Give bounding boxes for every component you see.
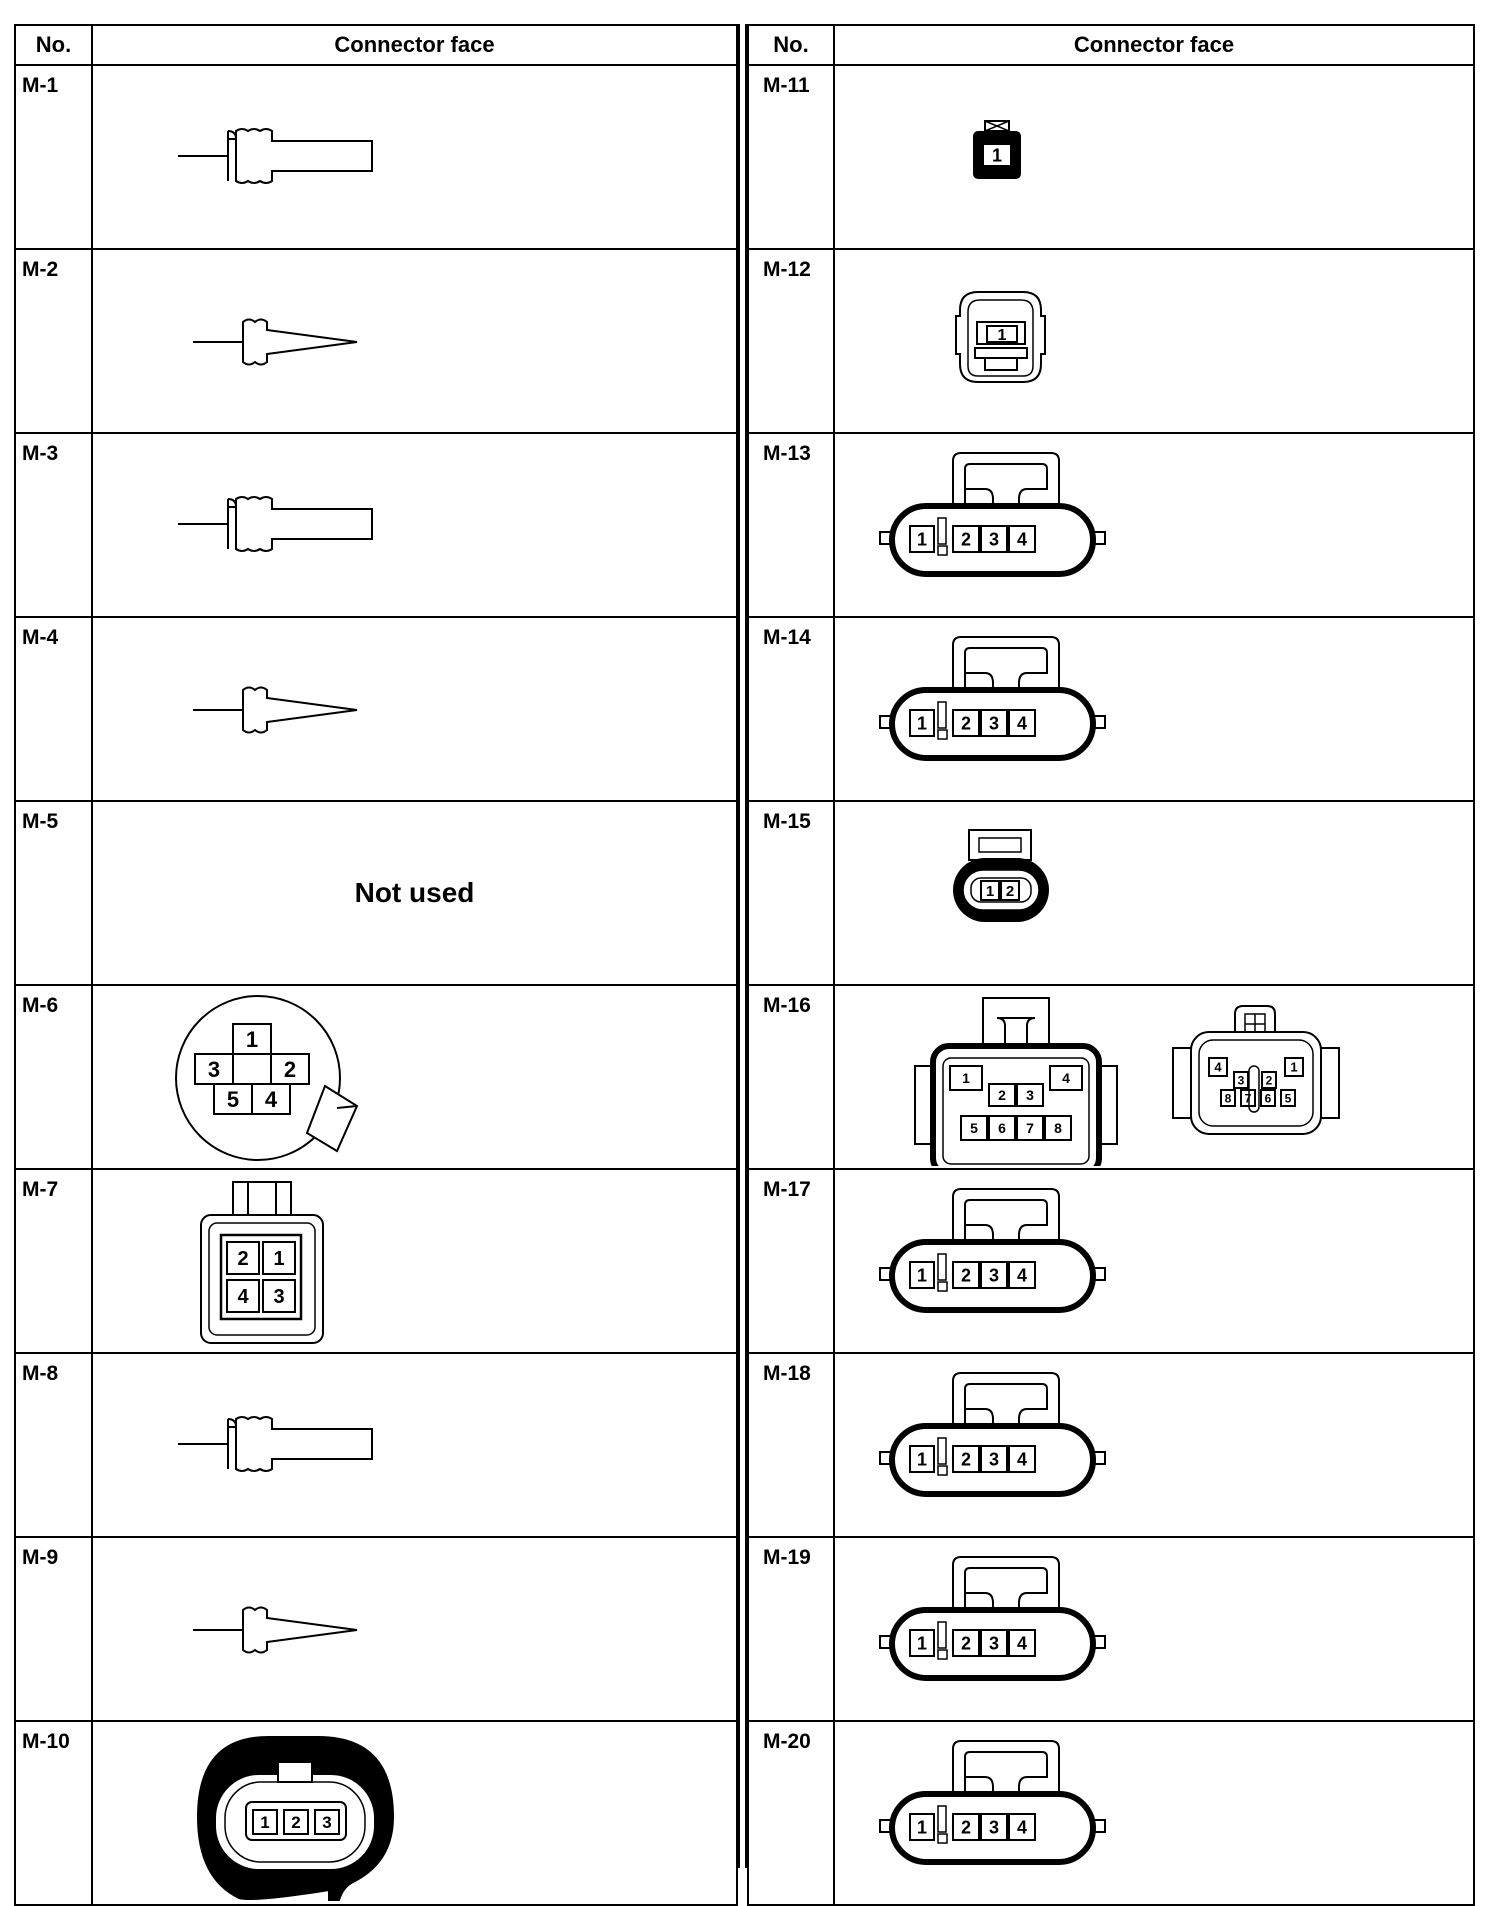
oval-3-pin-connector-diagram: [93, 1722, 743, 1902]
connector-row: [15, 1169, 737, 1353]
pin-a-5: [961, 1116, 987, 1140]
pin-4: [252, 1084, 290, 1114]
pin-1: [233, 1024, 271, 1054]
pin-a-8: [1045, 1116, 1071, 1140]
not-used-label: Not used: [354, 877, 475, 908]
connector-face-cell: [92, 433, 737, 617]
svg-text:2: 2: [283, 1056, 297, 1082]
pin-3: [981, 1446, 1007, 1472]
connector-face-cell: [92, 249, 737, 433]
pin-1: [910, 1630, 934, 1656]
connector-face-cell: [834, 1537, 1474, 1721]
svg-text:1: 1: [985, 882, 995, 900]
pin-b-4: [1209, 1058, 1227, 1076]
svg-text:8: 8: [1054, 1120, 1062, 1137]
connector-face-cell: [92, 801, 737, 985]
pin-4: [1009, 1446, 1035, 1472]
oval-4-pin-connector-diagram: [835, 1170, 1479, 1350]
connector-row: [748, 1537, 1474, 1721]
pin-4: [1009, 710, 1035, 736]
pin-2: [953, 1446, 979, 1472]
pin-2: [953, 526, 979, 552]
svg-text:3: 3: [207, 1056, 221, 1082]
svg-text:7: 7: [1244, 1091, 1252, 1106]
pin-2: [953, 1814, 979, 1840]
connector-face-cell: [92, 1353, 737, 1537]
pin-a-1: [950, 1066, 982, 1090]
connector-number: M-15: [748, 801, 834, 985]
connector-number: M-17: [748, 1169, 834, 1353]
pin-2: [953, 1630, 979, 1656]
pin-2: [1001, 881, 1019, 900]
svg-text:1: 1: [273, 1248, 285, 1271]
svg-text:1: 1: [916, 713, 928, 734]
pin-b-2: [1262, 1072, 1276, 1088]
connector-face-cell: [834, 985, 1474, 1169]
pin-b-5: [1281, 1090, 1295, 1106]
connector-face-cell: [92, 1537, 737, 1721]
pin-2: [953, 710, 979, 736]
connector-number: M-19: [748, 1537, 834, 1721]
connector-table: [14, 24, 1475, 1868]
connector-face-cell: [834, 1169, 1474, 1353]
connector-number: M-7: [15, 1169, 92, 1353]
pin-5: [214, 1084, 252, 1114]
pin-1: [910, 526, 934, 552]
pin-3: [981, 1814, 1007, 1840]
connector-face-cell: [834, 1721, 1474, 1905]
oval-2-pin-connector-diagram: [835, 802, 1479, 982]
connector-number: M-10: [15, 1721, 92, 1905]
header-connector-face: Connector face: [834, 25, 1474, 65]
svg-text:1: 1: [916, 1633, 928, 1654]
svg-text:3: 3: [273, 1286, 285, 1309]
svg-text:2: 2: [960, 1449, 972, 1470]
connector-face-cell: [834, 249, 1474, 433]
pin-3: [195, 1054, 233, 1084]
svg-text:1: 1: [916, 1265, 928, 1286]
pin-2: [271, 1054, 309, 1084]
svg-text:3: 3: [322, 1813, 332, 1833]
connector-number: M-8: [15, 1353, 92, 1537]
svg-text:2: 2: [960, 1265, 972, 1286]
connector-face-cell: [834, 617, 1474, 801]
pin-b-7: [1241, 1090, 1255, 1106]
header-no: No.: [15, 25, 92, 65]
svg-text:1: 1: [1290, 1059, 1298, 1075]
svg-text:5: 5: [1284, 1091, 1292, 1106]
svg-text:2: 2: [960, 1817, 972, 1838]
svg-text:2: 2: [1265, 1073, 1273, 1088]
sensor-connector-diagram: [93, 618, 743, 798]
svg-text:4: 4: [237, 1286, 249, 1309]
connector-number: M-16: [748, 985, 834, 1169]
svg-text:1: 1: [962, 1070, 970, 1087]
connector-face-cell: [834, 433, 1474, 617]
sensor-connector-diagram: [93, 1354, 743, 1534]
connector-row: [748, 65, 1474, 249]
connector-number: M-18: [748, 1353, 834, 1537]
pin-3: [981, 710, 1007, 736]
single-pin-housing-connector-diagram: [835, 250, 1479, 430]
svg-text:1: 1: [916, 1449, 928, 1470]
svg-text:2: 2: [291, 1813, 301, 1833]
svg-text:6: 6: [998, 1120, 1006, 1137]
pin-1: [910, 710, 934, 736]
pin-3: [981, 1262, 1007, 1288]
svg-text:3: 3: [988, 713, 1000, 734]
svg-text:4: 4: [264, 1086, 278, 1112]
svg-text:2: 2: [1005, 882, 1015, 900]
pin-1: [263, 1242, 295, 1274]
oval-4-pin-connector-diagram: [835, 618, 1479, 798]
connector-row: [748, 801, 1474, 985]
connector-table-left: [14, 24, 738, 1906]
svg-text:1: 1: [260, 1813, 270, 1833]
column-divider: [738, 24, 747, 1868]
connector-row: [748, 985, 1474, 1169]
pin-2: [953, 1262, 979, 1288]
sensor-connector-diagram: [93, 250, 743, 430]
pin-a-6: [989, 1116, 1015, 1140]
oval-4-pin-connector-diagram: [835, 1538, 1479, 1718]
svg-text:1: 1: [916, 1817, 928, 1838]
sensor-connector-diagram: [93, 1538, 743, 1718]
connector-number: M-14: [748, 617, 834, 801]
svg-text:3: 3: [1237, 1073, 1245, 1088]
connector-row: [15, 617, 737, 801]
oval-4-pin-connector-diagram: [835, 1354, 1479, 1534]
svg-text:7: 7: [1026, 1120, 1034, 1137]
connector-row: [748, 1721, 1474, 1905]
pin-a-7: [1017, 1116, 1043, 1140]
pin-1: [910, 1814, 934, 1840]
connector-row: [748, 249, 1474, 433]
oval-4-pin-connector-diagram: [835, 434, 1479, 614]
connector-row: [748, 617, 1474, 801]
connector-face-cell: [92, 1169, 737, 1353]
sensor-connector-diagram: [93, 66, 743, 246]
svg-text:6: 6: [1264, 1091, 1272, 1106]
connector-row: [748, 1169, 1474, 1353]
svg-text:2: 2: [960, 1633, 972, 1654]
header-connector-face: Connector face: [92, 25, 737, 65]
header-no: No.: [748, 25, 834, 65]
eight-pin-connector-pair-diagram: [835, 986, 1479, 1166]
connector-face-cell: [834, 801, 1474, 985]
connector-number: M-5: [15, 801, 92, 985]
pin-1: [981, 881, 999, 900]
pin-3: [981, 1630, 1007, 1656]
svg-text:1: 1: [997, 327, 1007, 344]
svg-text:5: 5: [970, 1120, 978, 1137]
pin-1: [983, 144, 1011, 166]
connector-table-right: [747, 24, 1475, 1906]
connector-row: [15, 1721, 737, 1905]
svg-text:3: 3: [988, 529, 1000, 550]
svg-text:3: 3: [1026, 1087, 1034, 1104]
connector-row: [15, 249, 737, 433]
connector-number: M-11: [748, 65, 834, 249]
round-5-pin-connector-diagram: [93, 986, 743, 1166]
pin-b-6: [1261, 1090, 1275, 1106]
pin-a-4: [1050, 1066, 1082, 1090]
pin-2: [227, 1242, 259, 1274]
svg-text:2: 2: [960, 713, 972, 734]
svg-text:4: 4: [1214, 1059, 1222, 1075]
svg-text:4: 4: [1016, 713, 1028, 734]
svg-text:4: 4: [1016, 1449, 1028, 1470]
pin-3: [263, 1280, 295, 1312]
pin-b-3: [1234, 1072, 1248, 1088]
svg-text:8: 8: [1224, 1091, 1232, 1106]
svg-text:2: 2: [960, 529, 972, 550]
connector-row: [15, 1353, 737, 1537]
svg-text:4: 4: [1016, 1265, 1028, 1286]
pin-4: [227, 1280, 259, 1312]
pin-4: [1009, 1262, 1035, 1288]
svg-text:1: 1: [245, 1026, 259, 1052]
connector-face-cell: [92, 617, 737, 801]
pin-2: [284, 1810, 308, 1834]
oval-4-pin-connector-diagram: [835, 1722, 1479, 1902]
connector-face-cell: [834, 65, 1474, 249]
square-4-pin-connector-diagram: [93, 1170, 743, 1350]
sensor-connector-diagram: [93, 434, 743, 614]
svg-text:4: 4: [1062, 1070, 1070, 1087]
svg-text:3: 3: [988, 1633, 1000, 1654]
pin-1: [910, 1262, 934, 1288]
pin-3: [315, 1810, 339, 1834]
connector-row: [15, 433, 737, 617]
connector-row: [748, 1353, 1474, 1537]
svg-text:4: 4: [1016, 529, 1028, 550]
pin-1: [253, 1810, 277, 1834]
connector-number: M-1: [15, 65, 92, 249]
connector-number: M-9: [15, 1537, 92, 1721]
connector-number: M-12: [748, 249, 834, 433]
pin-1: [910, 1446, 934, 1472]
connector-row: [15, 985, 737, 1169]
svg-text:1: 1: [991, 145, 1003, 166]
connector-number: M-20: [748, 1721, 834, 1905]
pin-a-3: [1017, 1084, 1043, 1106]
svg-text:3: 3: [988, 1265, 1000, 1286]
pin-3: [981, 526, 1007, 552]
svg-text:4: 4: [1016, 1633, 1028, 1654]
connector-number: M-3: [15, 433, 92, 617]
connector-row: [748, 433, 1474, 617]
connector-number: M-4: [15, 617, 92, 801]
connector-number: M-6: [15, 985, 92, 1169]
connector-number: M-2: [15, 249, 92, 433]
connector-face-cell: [834, 1353, 1474, 1537]
pin-4: [1009, 526, 1035, 552]
single-pin-connector-diagram: [835, 66, 1479, 246]
connector-number: M-13: [748, 433, 834, 617]
connector-face-cell: [92, 1721, 737, 1905]
pin-blank: [233, 1054, 271, 1084]
svg-text:2: 2: [998, 1087, 1006, 1104]
svg-text:5: 5: [226, 1086, 240, 1112]
connector-row: [15, 1537, 737, 1721]
svg-text:3: 3: [988, 1817, 1000, 1838]
svg-text:1: 1: [916, 529, 928, 550]
svg-text:2: 2: [237, 1248, 249, 1271]
connector-face-cell: [92, 65, 737, 249]
connector-row: [15, 801, 737, 985]
pin-4: [1009, 1814, 1035, 1840]
pin-b-1: [1285, 1058, 1303, 1076]
pin-4: [1009, 1630, 1035, 1656]
connector-face-cell: [92, 985, 737, 1169]
connector-row: [15, 65, 737, 249]
svg-text:4: 4: [1016, 1817, 1028, 1838]
pin-b-8: [1221, 1090, 1235, 1106]
svg-text:3: 3: [988, 1449, 1000, 1470]
pin-a-2: [989, 1084, 1015, 1106]
